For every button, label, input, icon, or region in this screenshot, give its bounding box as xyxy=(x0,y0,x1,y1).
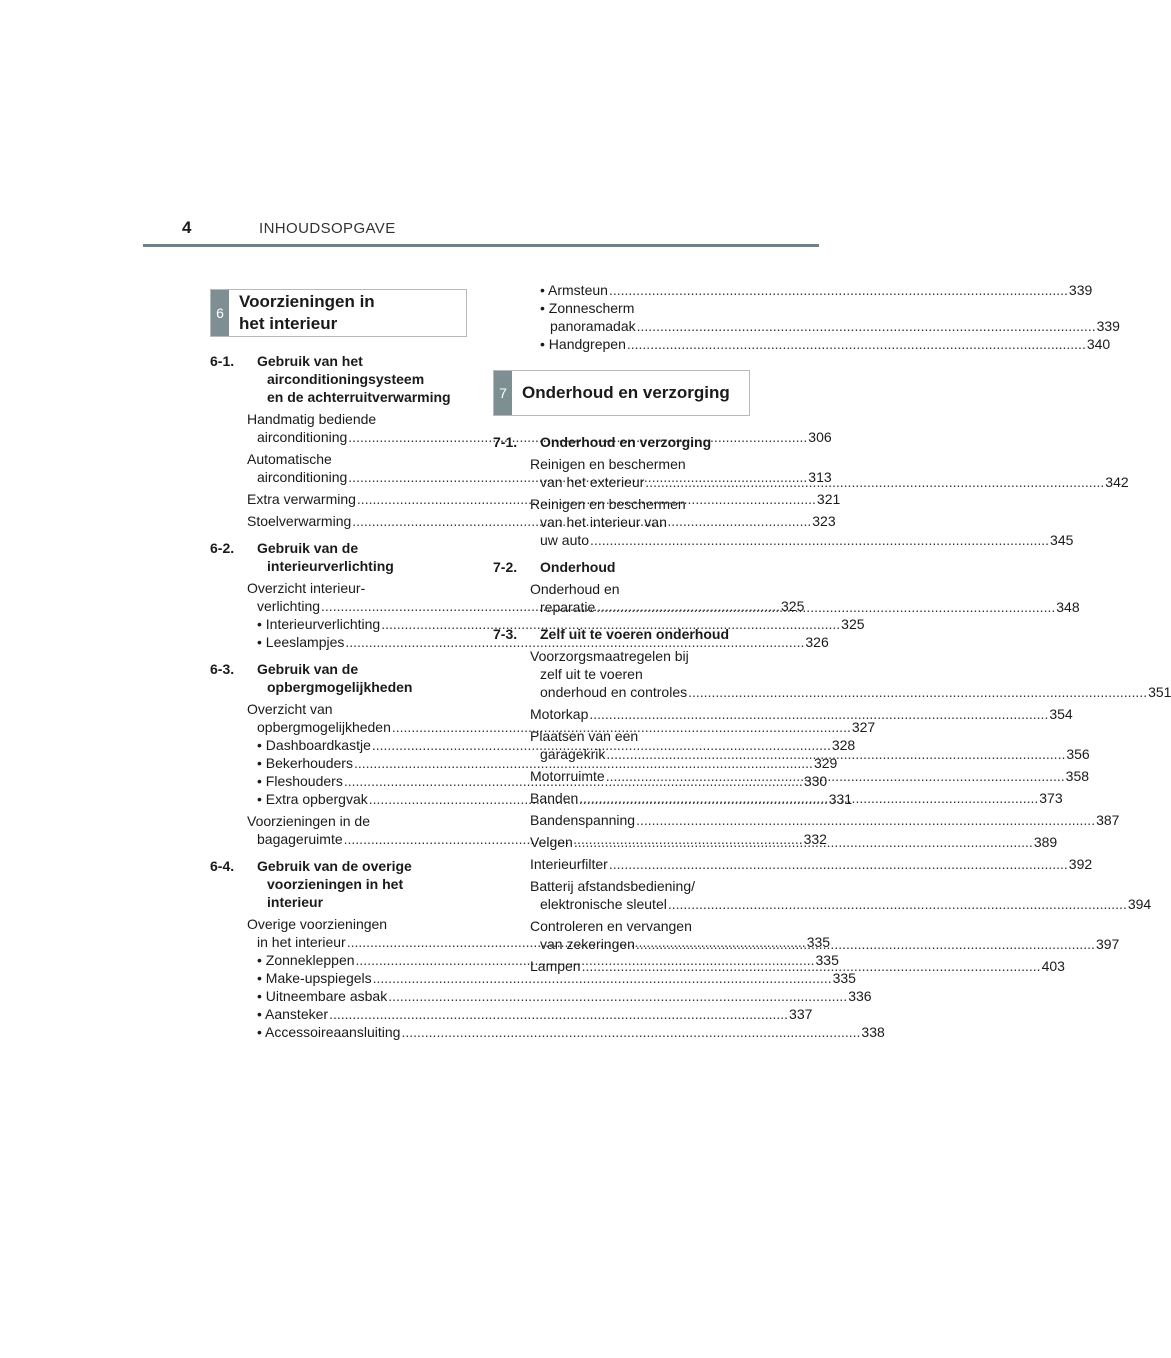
toc-subentry[interactable] xyxy=(540,299,1120,335)
entry-text: Plaatsen van een xyxy=(530,728,639,744)
page-ref: 354 xyxy=(1049,706,1073,722)
running-title: INHOUDSOPGAVE xyxy=(259,220,396,237)
page-ref: 328 xyxy=(831,737,856,753)
entry-text: Batterij afstandsbediening/ xyxy=(530,878,695,894)
entry-text: • Bekerhouders xyxy=(257,755,353,771)
entry-text: van het interieur van xyxy=(540,514,667,530)
chapter-heading[interactable] xyxy=(210,660,458,696)
chapter-title xyxy=(493,625,741,643)
page-ref: 335 xyxy=(815,952,839,968)
page-ref: 325 xyxy=(781,598,805,614)
entry-text: Stoelverwarming xyxy=(247,513,352,529)
entry-text: • Armsteun xyxy=(540,282,608,298)
entry-text: Voorzieningen in de xyxy=(247,813,370,829)
chapter-heading[interactable] xyxy=(493,558,741,576)
page-ref: 327 xyxy=(851,719,876,735)
dot-leader xyxy=(582,958,1041,974)
page-ref: 394 xyxy=(1127,896,1152,912)
entry-text: Overzicht van xyxy=(247,701,333,717)
chapter-title-line: Onderhoud en verzorging xyxy=(540,434,712,450)
page-ref: 335 xyxy=(832,970,856,986)
chapter-title-line: Gebruik van de xyxy=(257,661,359,677)
dot-leader xyxy=(574,834,1033,850)
dot-leader xyxy=(606,746,1065,762)
entry-last-line[interactable] xyxy=(540,335,1111,353)
page-ref: 342 xyxy=(1105,474,1129,490)
chapter-title xyxy=(210,352,458,406)
entry-text: Velgen xyxy=(530,834,573,850)
chapter-title-line: Onderhoud xyxy=(540,559,616,575)
entry-text: • Fleshouders xyxy=(257,773,343,789)
entry-last-line[interactable] xyxy=(530,895,1152,913)
entry-last-line[interactable] xyxy=(540,317,1120,335)
section-header-6 xyxy=(210,289,467,337)
page-ref: 340 xyxy=(1086,336,1111,352)
page-ref: 330 xyxy=(803,773,828,789)
dot-leader xyxy=(609,856,1068,872)
dot-leader xyxy=(329,1006,788,1022)
toc-subentry[interactable] xyxy=(257,615,865,633)
toc-entry[interactable] xyxy=(530,811,1120,829)
toc-subentry[interactable] xyxy=(540,281,1093,299)
dot-leader xyxy=(579,790,1038,806)
entry-text: • Accessoireaansluiting xyxy=(257,1024,401,1040)
entry-last-line[interactable] xyxy=(257,615,865,633)
section-title: Onderhoud en verzorging xyxy=(522,383,730,402)
section-title: Voorzieningen in het interieur xyxy=(239,292,375,333)
page-ref: 339 xyxy=(1068,282,1093,298)
entry-text: Banden xyxy=(530,790,579,806)
page-ref: 387 xyxy=(1096,812,1120,828)
dot-leader xyxy=(606,768,1065,784)
toc-entry[interactable] xyxy=(530,647,1171,701)
entry-text: Voorzorgsmaatregelen bij xyxy=(530,648,689,664)
entry-text: • Interieurverlichting xyxy=(257,616,381,632)
entry-text: Reinigen en beschermen xyxy=(530,496,686,512)
entry-text: Motorruimte xyxy=(530,768,605,784)
page-ref: 337 xyxy=(789,1006,813,1022)
chapter-title xyxy=(210,539,458,575)
toc-entry[interactable] xyxy=(530,705,1073,723)
toc-entry[interactable] xyxy=(530,855,1093,873)
page-ref: 403 xyxy=(1041,958,1065,974)
entry-last-line[interactable] xyxy=(530,531,1074,549)
page-ref: 323 xyxy=(812,513,836,529)
toc-subentry[interactable] xyxy=(257,969,856,987)
entry-last-line[interactable] xyxy=(257,969,856,987)
entry-last-line[interactable] xyxy=(530,705,1073,723)
toc-subentry[interactable] xyxy=(257,987,872,1005)
page-ref: 335 xyxy=(806,934,831,950)
chapter-title xyxy=(210,857,458,911)
entry-text: Overzicht interieur- xyxy=(247,580,366,596)
chapter-title-line: Zelf uit te voeren onderhoud xyxy=(540,626,730,642)
dot-leader xyxy=(590,532,1049,548)
toc-subentry[interactable] xyxy=(540,335,1111,353)
page-ref: 358 xyxy=(1065,768,1090,784)
chapter-title-line: voorzieningen in het xyxy=(267,876,404,892)
page-ref: 351 xyxy=(1148,684,1171,700)
dot-leader xyxy=(388,988,847,1004)
entry-text: Bandenspanning xyxy=(530,812,636,828)
entry-text: Reinigen en beschermen xyxy=(530,456,686,472)
entry-text: panoramadak xyxy=(550,318,636,334)
page-ref: 397 xyxy=(1095,936,1120,952)
chapter-number: 7-1. xyxy=(493,434,518,450)
dot-leader xyxy=(688,684,1147,700)
dot-leader xyxy=(636,936,1095,952)
entry-text: Extra verwarming xyxy=(247,491,356,507)
entry-text: • Dashboardkastje xyxy=(257,737,371,753)
chapter-heading[interactable] xyxy=(493,625,741,643)
entry-text: • Zonnescherm xyxy=(540,300,635,316)
dot-leader xyxy=(668,896,1127,912)
dot-leader xyxy=(636,812,1095,828)
section-header-7 xyxy=(493,370,750,416)
page-ref: 325 xyxy=(841,616,865,632)
chapter-number: 6-3. xyxy=(210,661,235,677)
chapter-title-line: Gebruik van de overige xyxy=(257,858,412,874)
header-divider xyxy=(143,244,819,247)
entry-text: • Leeslampjes xyxy=(257,634,345,650)
chapter-title-line: opbergmogelijkheden xyxy=(267,679,413,695)
page-ref: 336 xyxy=(848,988,872,1004)
entry-text: • Zonnekleppen xyxy=(257,952,355,968)
dot-leader xyxy=(589,706,1048,722)
toc-column-right-continued xyxy=(540,281,1120,353)
entry-last-line[interactable] xyxy=(257,1023,885,1041)
page-ref: 348 xyxy=(1056,599,1080,615)
entry-text: reparatie xyxy=(540,599,596,615)
chapter-title-line: interieurverlichting xyxy=(267,558,394,574)
chapter-number: 6-4. xyxy=(210,858,235,874)
entry-last-line[interactable] xyxy=(257,987,872,1005)
dot-leader xyxy=(596,599,1055,615)
chapter-title xyxy=(493,558,741,576)
entry-last-line[interactable] xyxy=(530,855,1093,873)
entry-last-line[interactable] xyxy=(257,1005,813,1023)
entry-text: • Make-upspiegels xyxy=(257,970,372,986)
entry-text: opbergmogelijkheden xyxy=(257,719,391,735)
chapter-title-line: en de achterruitverwarming xyxy=(267,389,451,405)
entry-text: verlichting xyxy=(257,598,321,614)
entry-text: airconditioning xyxy=(257,429,348,445)
entry-text: onderhoud en controles xyxy=(540,684,688,700)
chapter-heading[interactable] xyxy=(210,352,458,406)
entry-text: Automatische xyxy=(247,451,332,467)
chapter-number: 6-2. xyxy=(210,540,235,556)
entry-text: • Uitneembare asbak xyxy=(257,988,388,1004)
entry-text: uw auto xyxy=(540,532,590,548)
page-ref: 313 xyxy=(808,469,832,485)
entry-text: Handmatig bediende xyxy=(247,411,377,427)
entry-text: • Handgrepen xyxy=(540,336,626,352)
entry-text: zelf uit te voeren xyxy=(540,666,643,682)
chapter-heading[interactable] xyxy=(210,857,458,911)
chapter-title-line: interieur xyxy=(267,894,324,910)
page-ref: 332 xyxy=(803,831,827,847)
dot-leader xyxy=(637,317,1096,335)
page-ref: 306 xyxy=(808,429,832,445)
page-number: 4 xyxy=(182,218,192,237)
chapter-title xyxy=(210,660,458,696)
page-ref: 339 xyxy=(1096,318,1120,334)
page-ref: 321 xyxy=(816,491,841,507)
entry-text: van het exterieur xyxy=(540,474,645,490)
entry-text: van zekeringen xyxy=(540,936,635,952)
page-ref: 329 xyxy=(813,755,838,771)
entry-text: in het interieur xyxy=(257,934,346,950)
entry-text: elektronische sleutel xyxy=(540,896,667,912)
section-number-tab: 7 xyxy=(494,371,512,415)
page-ref: 392 xyxy=(1068,856,1093,872)
entry-text: Motorkap xyxy=(530,706,589,722)
page-ref: 356 xyxy=(1066,746,1090,762)
section-number-tab: 6 xyxy=(211,290,229,336)
entry-text: bagageruimte xyxy=(257,831,343,847)
toc-subentry[interactable] xyxy=(257,1023,885,1041)
page-ref: 373 xyxy=(1039,790,1063,806)
toc-subentry[interactable] xyxy=(257,1005,813,1023)
toc-entry[interactable] xyxy=(530,877,1152,913)
chapter-title-line: Gebruik van de xyxy=(257,540,359,556)
entry-text: airconditioning xyxy=(257,469,348,485)
chapter-heading[interactable] xyxy=(210,539,458,575)
entry-last-line[interactable] xyxy=(540,281,1093,299)
entry-last-line[interactable] xyxy=(530,683,1171,701)
page-ref: 345 xyxy=(1050,532,1074,548)
dot-leader xyxy=(645,474,1104,490)
chapter-number: 7-3. xyxy=(493,626,518,642)
entry-last-line[interactable] xyxy=(530,811,1120,829)
chapter-number: 6-1. xyxy=(210,353,235,369)
entry-text: • Extra opbergvak xyxy=(257,791,368,807)
chapter-title-line: Gebruik van het xyxy=(257,353,363,369)
entry-text: Overige voorzieningen xyxy=(247,916,388,932)
entry-text: Onderhoud en xyxy=(530,581,620,597)
entry-text: Controleren en vervangen xyxy=(530,918,692,934)
dot-leader xyxy=(627,335,1086,353)
entry-text: • Aansteker xyxy=(257,1006,329,1022)
page-ref: 338 xyxy=(861,1024,885,1040)
page-ref: 389 xyxy=(1033,834,1058,850)
entry-text: Lampen xyxy=(530,958,581,974)
page-ref: 331 xyxy=(828,791,853,807)
chapter-heading[interactable] xyxy=(493,433,741,451)
dot-leader xyxy=(401,1024,860,1040)
entry-text: Interieurfilter xyxy=(530,856,608,872)
dot-leader xyxy=(609,281,1068,299)
chapter-title xyxy=(493,433,741,451)
page-ref: 326 xyxy=(805,634,829,650)
entry-text: garagekrik xyxy=(540,746,606,762)
chapter-title-line: airconditioningsysteem xyxy=(267,371,425,387)
chapter-number: 7-2. xyxy=(493,559,518,575)
